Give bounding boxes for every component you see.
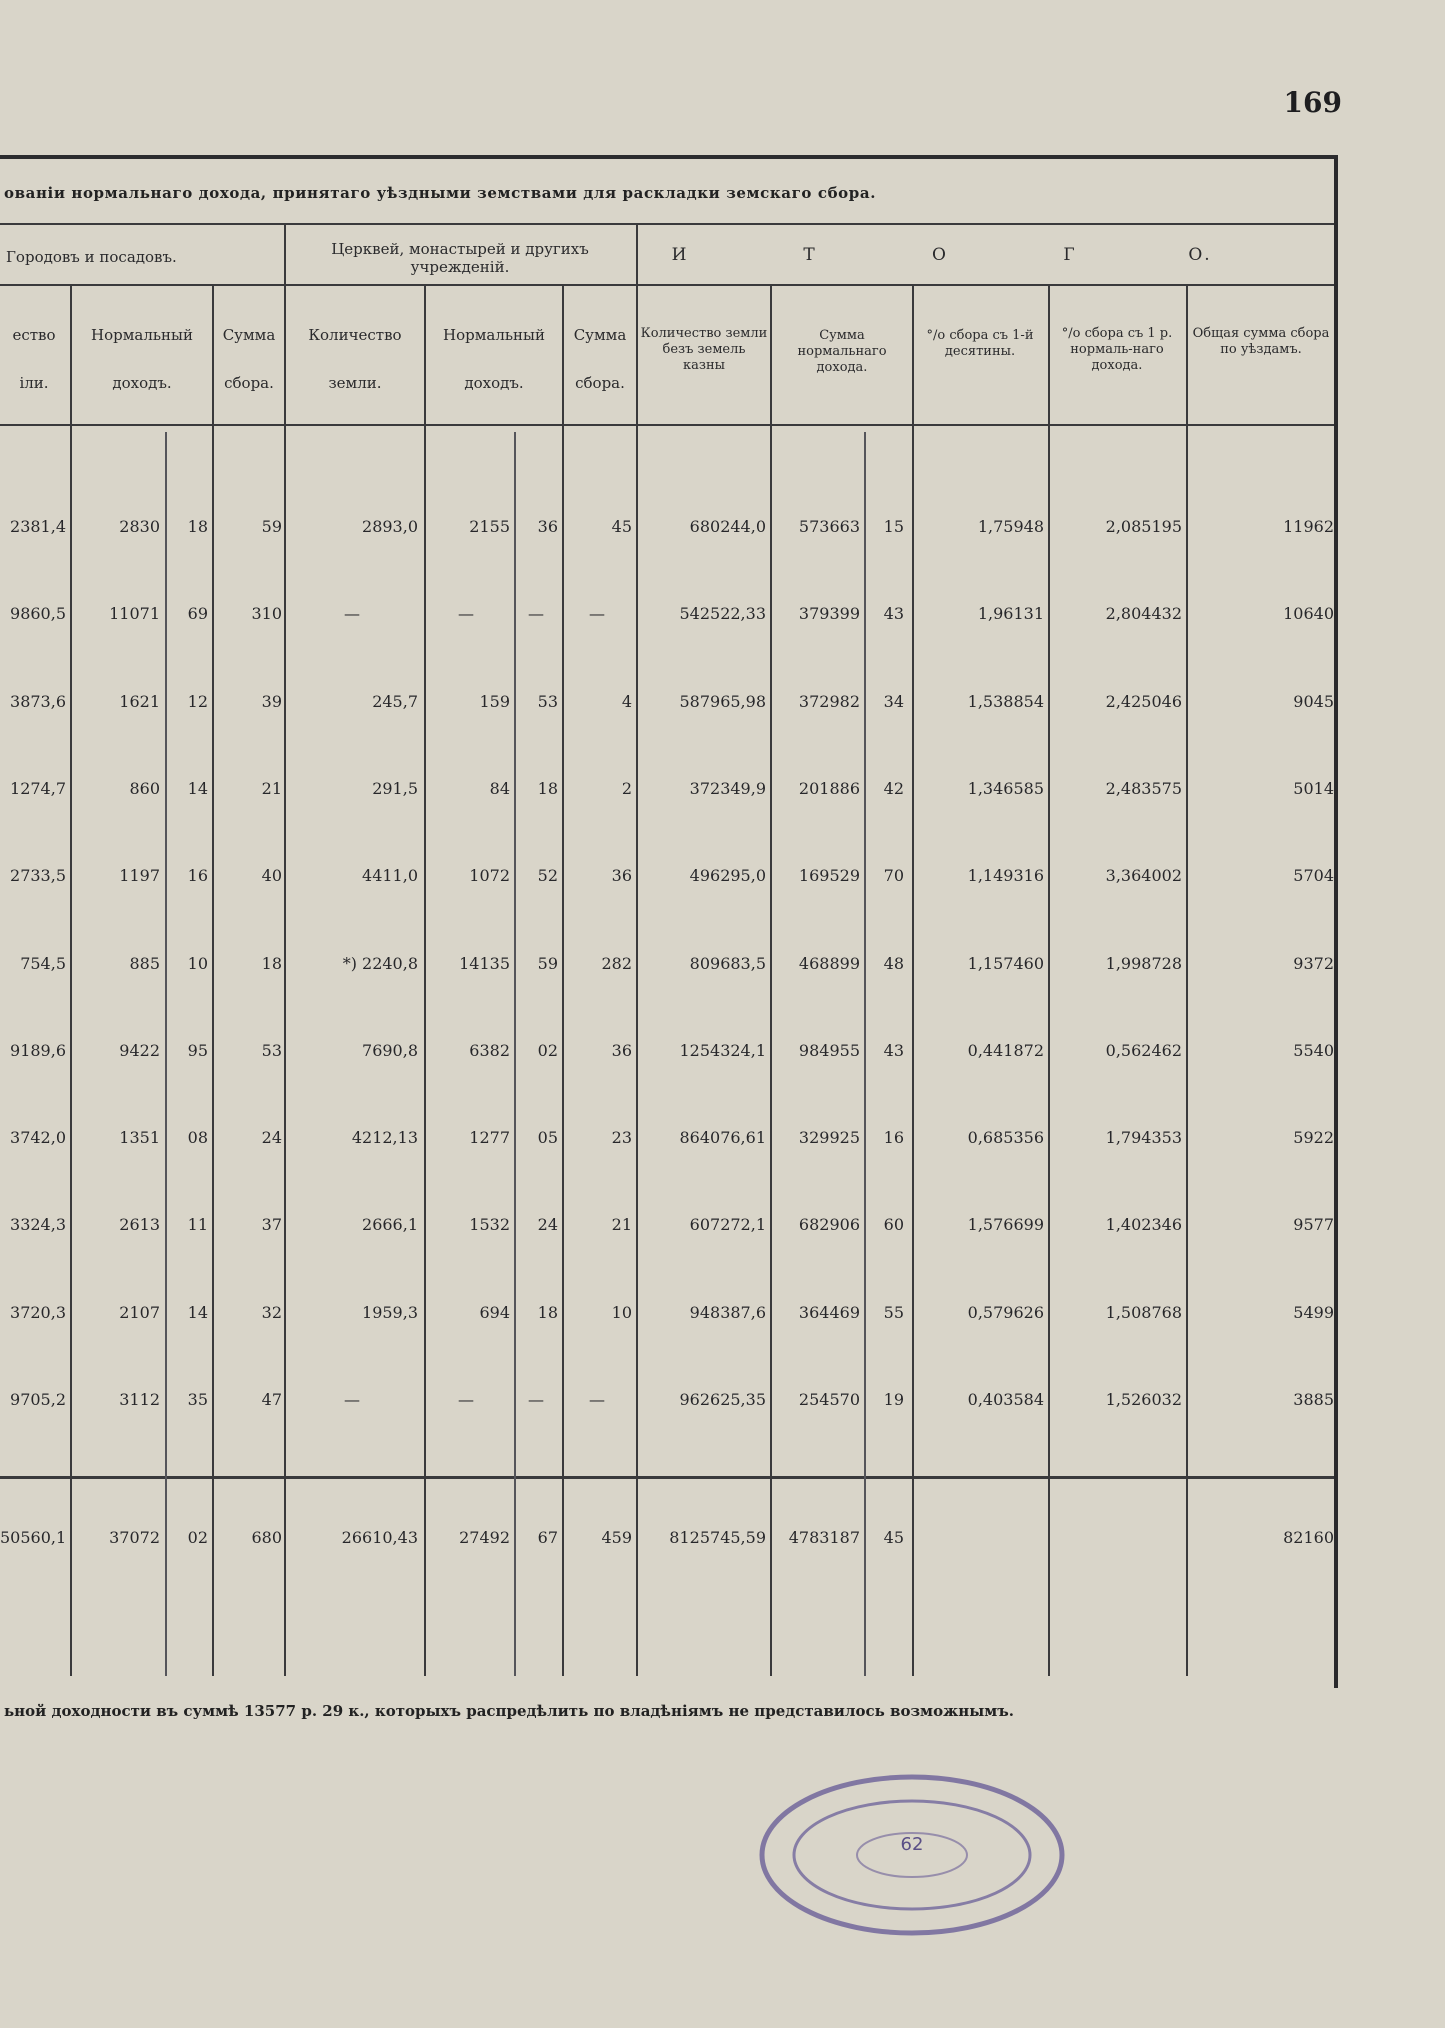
row-cell-norm-income-rub: 2107: [119, 1302, 160, 1322]
row-cell-total-land: 542522,33: [679, 604, 766, 624]
group-towns: Городовъ и посадовъ.: [6, 248, 177, 266]
row-cell-pct-per-ruble: 2,085195: [1105, 517, 1182, 536]
total-cell-church-land-qty: 26610,43: [341, 1528, 418, 1547]
row-cell-total-income-kop: 48: [883, 953, 904, 973]
row-cell-total-income-kop: 43: [883, 604, 904, 624]
row-cell-norm-income-rub: 1197: [119, 866, 160, 886]
row-cell-church-land-qty: 2893,0: [362, 517, 418, 536]
row-cell-church-land-qty: 245,7: [372, 691, 418, 711]
col-header: іли.: [19, 374, 49, 392]
row-cell-pct-per-ruble: 1,526032: [1105, 1390, 1182, 1409]
row-cell-total-fee: 5704: [1293, 866, 1334, 886]
row-cell-pct-per-ruble: 2,425046: [1105, 691, 1182, 711]
row-cell-total-fee: 5922: [1293, 1128, 1334, 1148]
row-cell-fee-sum: 53: [261, 1040, 282, 1060]
row-cell-pct-per-desyatina: 0,579626: [967, 1302, 1044, 1322]
row-cell-church-income-rub: 84: [489, 778, 510, 798]
row-cell-church-land-qty: *) 2240,8: [342, 953, 418, 973]
row-cell-total-fee: 9577: [1293, 1215, 1334, 1235]
stamp-icon: [752, 1770, 1072, 1940]
row-cell-fee-sum: 47: [261, 1390, 282, 1409]
row-cell-land-qty: 2733,5: [10, 866, 66, 886]
footnote: ьной доходности въ суммѣ 13577 р. 29 к., которыхъ распредѣлить по владѣніямъ не представилось возможнымъ.: [4, 1702, 1015, 1720]
row-cell-norm-income-rub: 3112: [119, 1390, 160, 1409]
row-cell-norm-income-rub: 860: [129, 778, 160, 798]
rule-above-totals: [0, 1476, 1334, 1479]
row-cell-church-income-kop: —: [528, 604, 544, 624]
row-cell-total-income-rub: 573663: [798, 517, 860, 536]
row-cell-total-fee: 9372: [1293, 953, 1334, 973]
group-churches: Церквей, монастырей и другихъ учрежденій.: [331, 240, 589, 276]
row-cell-church-income-kop: 18: [537, 778, 558, 798]
col-header: доходъ.: [112, 374, 172, 392]
row-cell-total-fee: 3885: [1293, 1390, 1334, 1409]
total-cell-fee-sum: 680: [251, 1528, 282, 1547]
page-number: 169: [1283, 86, 1342, 119]
row-cell-church-income-rub: 1072: [469, 866, 510, 886]
vline: [70, 284, 72, 1676]
row-cell-total-land: 372349,9: [689, 778, 766, 798]
row-cell-total-income-rub: 329925: [798, 1128, 860, 1148]
row-cell-church-land-qty: 291,5: [372, 778, 418, 798]
row-cell-church-fee: 36: [611, 866, 632, 886]
row-cell-church-land-qty: 2666,1: [362, 1215, 418, 1235]
row-cell-pct-per-desyatina: 0,403584: [967, 1390, 1044, 1409]
row-cell-norm-income-rub: 11071: [109, 604, 160, 624]
row-cell-total-fee: 11962: [1283, 517, 1334, 536]
row-cell-total-fee: 5014: [1293, 778, 1334, 798]
row-cell-total-fee: 10640: [1283, 604, 1334, 624]
row-cell-fee-sum: 32: [261, 1302, 282, 1322]
itogo-letter: О: [932, 245, 948, 265]
row-cell-pct-per-ruble: 1,794353: [1105, 1128, 1182, 1148]
row-cell-church-land-qty: 4212,13: [351, 1128, 418, 1148]
row-cell-norm-income-rub: 9422: [119, 1040, 160, 1060]
vline: [636, 224, 638, 1676]
row-cell-church-income-kop: 36: [537, 517, 558, 536]
total-cell-norm-income-kop: 02: [187, 1528, 208, 1547]
row-cell-church-fee: 4: [621, 691, 632, 711]
row-cell-total-land: 680244,0: [689, 517, 766, 536]
row-cell-total-income-kop: 55: [883, 1302, 904, 1322]
row-cell-total-income-kop: 19: [883, 1390, 904, 1409]
row-cell-church-land-qty: 7690,8: [362, 1040, 418, 1060]
row-cell-land-qty: 1274,7: [10, 778, 66, 798]
col-header: Количество: [308, 326, 402, 344]
row-cell-norm-income-kop: 14: [187, 778, 208, 798]
row-cell-land-qty: 3873,6: [10, 691, 66, 711]
row-cell-total-land: 607272,1: [689, 1215, 766, 1235]
row-cell-norm-income-kop: 08: [187, 1128, 208, 1148]
row-cell-church-fee: 10: [611, 1302, 632, 1322]
col-header: °/о сбора съ 1-й десятины.: [926, 328, 1034, 359]
col-header: Сумма: [222, 326, 276, 344]
row-cell-norm-income-rub: 2830: [119, 517, 160, 536]
row-cell-total-income-kop: 15: [883, 517, 904, 536]
row-cell-church-income-kop: 05: [537, 1128, 558, 1148]
row-cell-church-income-kop: 18: [537, 1302, 558, 1322]
col-header: Количество земли безъ земель казны: [640, 326, 768, 373]
col-header: Общая сумма сбора по уѣздамъ.: [1192, 326, 1330, 357]
row-cell-total-land: 496295,0: [689, 866, 766, 886]
row-cell-norm-income-rub: 2613: [119, 1215, 160, 1235]
row-cell-church-income-rub: 1532: [469, 1215, 510, 1235]
row-cell-total-income-kop: 60: [883, 1215, 904, 1235]
row-cell-church-income-kop: 24: [537, 1215, 558, 1235]
itogo-letter: О.: [1188, 245, 1212, 265]
col-header: Сумма нормальнаго дохода.: [797, 328, 887, 375]
vline: [1048, 284, 1050, 1676]
row-cell-church-fee: 2: [621, 778, 632, 798]
total-cell-total-income-rub: 4783187: [788, 1528, 860, 1547]
group-itogo: [640, 245, 1240, 265]
col-header: земли.: [328, 374, 382, 392]
row-cell-church-fee: 21: [611, 1215, 632, 1235]
row-cell-church-income-rub: 2155: [469, 517, 510, 536]
row-cell-church-land-qty: 4411,0: [362, 866, 418, 886]
row-cell-pct-per-ruble: 2,804432: [1105, 604, 1182, 624]
row-cell-church-fee: 282: [601, 953, 632, 973]
row-cell-church-income-rub: —: [458, 1390, 474, 1409]
row-cell-pct-per-ruble: 3,364002: [1105, 866, 1182, 886]
library-stamp: [752, 1770, 1072, 1940]
rule-below-title: [0, 223, 1334, 225]
stamp-number: 62: [900, 1834, 924, 1855]
row-cell-total-land: 1254324,1: [679, 1040, 766, 1060]
row-cell-total-income-kop: 42: [883, 778, 904, 798]
row-cell-land-qty: 3720,3: [10, 1302, 66, 1322]
row-cell-fee-sum: 21: [261, 778, 282, 798]
vline: [1186, 284, 1188, 1676]
row-cell-total-income-rub: 364469: [798, 1302, 860, 1322]
row-cell-church-income-kop: 59: [537, 953, 558, 973]
row-cell-land-qty: 754,5: [20, 953, 66, 973]
col-header: сбора.: [224, 374, 274, 392]
row-cell-pct-per-desyatina: 1,157460: [967, 953, 1044, 973]
row-cell-norm-income-rub: 885: [129, 953, 160, 973]
row-cell-church-income-kop: 53: [537, 691, 558, 711]
table-title: ованіи нормальнаго дохода, принятаго уѣздными земствами для раскладки земскаго сбора.: [4, 184, 877, 202]
row-cell-norm-income-kop: 10: [187, 953, 208, 973]
row-cell-total-income-kop: 43: [883, 1040, 904, 1060]
vline: [770, 284, 772, 1676]
row-cell-church-fee: —: [589, 604, 605, 624]
row-cell-total-land: 809683,5: [689, 953, 766, 973]
row-cell-total-fee: 5499: [1293, 1302, 1334, 1322]
col-header: доходъ.: [464, 374, 524, 392]
row-cell-church-fee: 45: [611, 517, 632, 536]
row-cell-church-land-qty: —: [344, 1390, 360, 1409]
vline: [284, 224, 286, 1676]
right-border: [1334, 158, 1338, 1688]
row-cell-pct-per-ruble: 2,483575: [1105, 778, 1182, 798]
row-cell-pct-per-desyatina: 1,75948: [977, 517, 1044, 536]
col-header: Нормальный: [443, 326, 545, 344]
row-cell-pct-per-desyatina: 0,441872: [967, 1040, 1044, 1060]
row-cell-church-fee: —: [589, 1390, 605, 1409]
row-cell-church-income-kop: —: [528, 1390, 544, 1409]
row-cell-church-income-rub: —: [458, 604, 474, 624]
total-cell-total-fee: 82160: [1283, 1528, 1334, 1547]
row-cell-land-qty: 9705,2: [10, 1390, 66, 1409]
row-cell-pct-per-ruble: 1,402346: [1105, 1215, 1182, 1235]
total-cell-total-land: 8125745,59: [669, 1528, 766, 1547]
row-cell-land-qty: 9860,5: [10, 604, 66, 624]
row-cell-norm-income-rub: 1351: [119, 1128, 160, 1148]
row-cell-total-income-kop: 16: [883, 1128, 904, 1148]
vline: [912, 284, 914, 1676]
row-cell-pct-per-ruble: 1,508768: [1105, 1302, 1182, 1322]
row-cell-church-income-rub: 14135: [459, 953, 510, 973]
row-cell-total-income-rub: 379399: [798, 604, 860, 624]
total-cell-total-income-kop: 45: [883, 1528, 904, 1547]
row-cell-total-land: 948387,6: [689, 1302, 766, 1322]
row-cell-total-income-rub: 682906: [798, 1215, 860, 1235]
row-cell-pct-per-desyatina: 1,96131: [977, 604, 1044, 624]
row-cell-total-income-rub: 372982: [798, 691, 860, 711]
row-cell-norm-income-kop: 11: [187, 1215, 208, 1235]
row-cell-church-income-rub: 159: [479, 691, 510, 711]
row-cell-total-land: 864076,61: [679, 1128, 766, 1148]
itogo-letter: И: [671, 245, 689, 265]
row-cell-land-qty: 9189,6: [10, 1040, 66, 1060]
vline: [424, 284, 426, 1676]
col-header: ество: [12, 326, 56, 344]
row-cell-norm-income-kop: 95: [187, 1040, 208, 1060]
row-cell-fee-sum: 18: [261, 953, 282, 973]
row-cell-norm-income-kop: 18: [187, 517, 208, 536]
row-cell-land-qty: 2381,4: [10, 517, 66, 536]
row-cell-church-income-kop: 52: [537, 866, 558, 886]
row-cell-church-land-qty: —: [344, 604, 360, 624]
row-cell-church-income-rub: 6382: [469, 1040, 510, 1060]
vline: [212, 284, 214, 1676]
row-cell-total-fee: 9045: [1293, 691, 1334, 711]
row-cell-church-fee: 23: [611, 1128, 632, 1148]
col-header: Нормальный: [91, 326, 193, 344]
row-cell-pct-per-desyatina: 1,346585: [967, 778, 1044, 798]
rule-below-groups: [0, 284, 1334, 286]
rule-below-headers: [0, 424, 1334, 426]
total-cell-norm-income-rub: 37072: [109, 1528, 160, 1547]
col-header: сбора.: [575, 374, 625, 392]
row-cell-total-income-kop: 70: [883, 866, 904, 886]
row-cell-total-income-kop: 34: [883, 691, 904, 711]
row-cell-pct-per-ruble: 0,562462: [1105, 1040, 1182, 1060]
row-cell-fee-sum: 310: [251, 604, 282, 624]
row-cell-total-income-rub: 201886: [798, 778, 860, 798]
row-cell-norm-income-rub: 1621: [119, 691, 160, 711]
row-cell-land-qty: 3324,3: [10, 1215, 66, 1235]
row-cell-norm-income-kop: 35: [187, 1390, 208, 1409]
row-cell-pct-per-desyatina: 1,538854: [967, 691, 1044, 711]
row-cell-pct-per-desyatina: 1,149316: [967, 866, 1044, 886]
row-cell-church-fee: 36: [611, 1040, 632, 1060]
row-cell-fee-sum: 40: [261, 866, 282, 886]
row-cell-fee-sum: 37: [261, 1215, 282, 1235]
row-cell-fee-sum: 39: [261, 691, 282, 711]
row-cell-fee-sum: 24: [261, 1128, 282, 1148]
itogo-letter: Г: [1063, 245, 1077, 265]
row-cell-pct-per-desyatina: 0,685356: [967, 1128, 1044, 1148]
total-cell-land-qty: 50560,1: [0, 1528, 67, 1547]
total-cell-church-income-kop: 67: [537, 1528, 558, 1547]
row-cell-norm-income-kop: 14: [187, 1302, 208, 1322]
row-cell-church-land-qty: 1959,3: [362, 1302, 418, 1322]
total-cell-church-income-rub: 27492: [459, 1528, 510, 1547]
row-cell-church-income-rub: 1277: [469, 1128, 510, 1148]
row-cell-total-income-rub: 254570: [798, 1390, 860, 1409]
row-cell-fee-sum: 59: [261, 517, 282, 536]
itogo-letter: Т: [803, 245, 817, 265]
row-cell-total-income-rub: 984955: [798, 1040, 860, 1060]
row-cell-church-income-kop: 02: [537, 1040, 558, 1060]
row-cell-church-income-rub: 694: [479, 1302, 510, 1322]
row-cell-total-land: 587965,98: [679, 691, 766, 711]
row-cell-total-fee: 5540: [1293, 1040, 1334, 1060]
col-header: Сумма: [573, 326, 627, 344]
row-cell-pct-per-desyatina: 1,576699: [967, 1215, 1044, 1235]
vline: [562, 284, 564, 1676]
row-cell-norm-income-kop: 16: [187, 866, 208, 886]
row-cell-norm-income-kop: 69: [187, 604, 208, 624]
total-cell-church-fee: 459: [601, 1528, 632, 1547]
row-cell-total-land: 962625,35: [679, 1390, 766, 1409]
row-cell-total-income-rub: 169529: [798, 866, 860, 886]
row-cell-land-qty: 3742,0: [10, 1128, 66, 1148]
row-cell-norm-income-kop: 12: [187, 691, 208, 711]
col-header: °/о сбора съ 1 р. нормаль-наго дохода.: [1061, 326, 1173, 373]
row-cell-pct-per-ruble: 1,998728: [1105, 953, 1182, 973]
row-cell-total-income-rub: 468899: [798, 953, 860, 973]
